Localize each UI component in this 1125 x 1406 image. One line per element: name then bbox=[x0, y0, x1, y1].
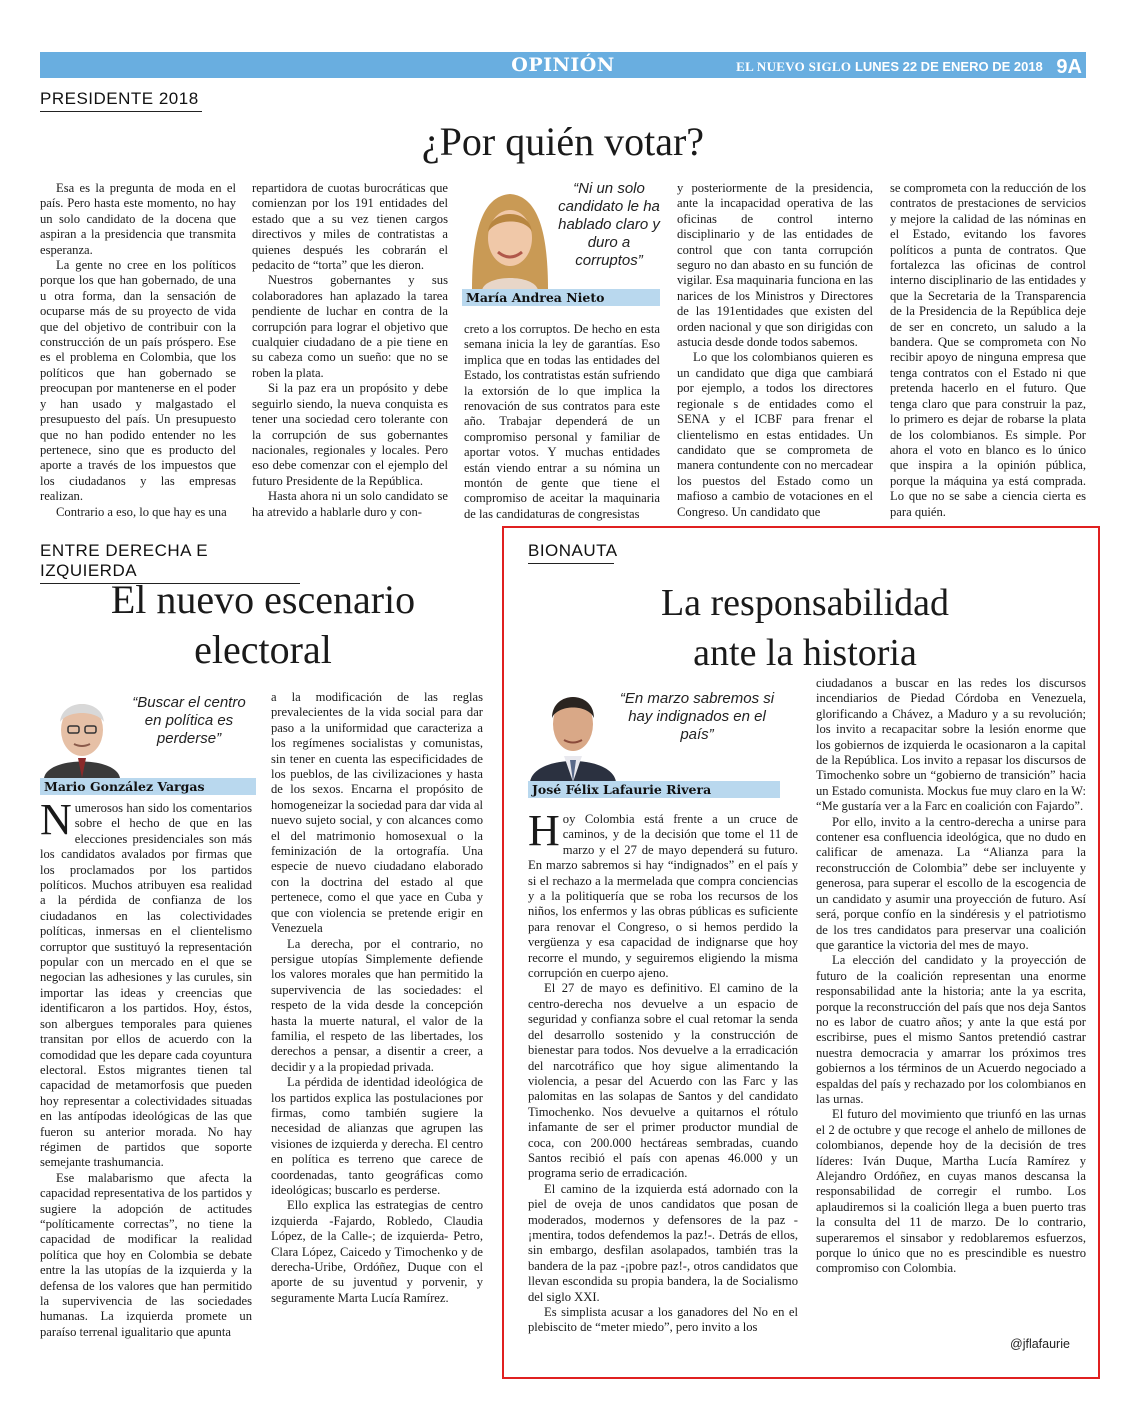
paragraph: La gente no cree en los políticos porque los que han gobernado, de una u otra forma, dan la sensación de ocuparse más de su proyecto de vida que del objetivo de contribuir con la construcción de un país próspero. Ese es el problema en Colombia, que los políticos que han gobernado se preocupan por mantenerse en el poder y han usado y malgastado el presupuesto del país. Un presupuesto que no han podido entender no les pertenece, sino que es producto del aporte a través de los impuestos que los ciudadanos y las empresas realizan. bbox=[40, 258, 236, 504]
paragraph: La derecha, por el contrario, no persigue utopías Simplemente defiende los valores morales que han permitido la supervivencia de las sociedades: el respeto de la vida desde la concepción hasta la muerte natural, el valor de la familia, el respeto de las libertades, los derechos a pensar, a disentir a creer, a decidir y a la propiedad privada. bbox=[271, 936, 483, 1074]
article1-column-1 bbox=[40, 181, 236, 520]
paragraph: se comprometa con la reducción de los contratos de prestaciones de servicios y mejore la calidad de las nóminas en el Estado, evitando los favores políticos a punta de contratos. Que fortalezca las oficinas de control interno disciplinario de las entidades y que la Secretaria de la Transparencia de la Presidencia de la República deje de ser en concreto, un saludo a la bandera. Que se comprometa con No recibir apoyo de ninguna empresa que tenga contratos con el Estado ni que pretenda hacerlo en el futuro. Que tenga claro que para construir la paz, lo primero es dejar de robarse la plata de los colombianos. Es simple. Por ahora el voto en blanco es lo único que inspira a la opinión pública, porque la máquina ya está comprada. Lo que no se sabe a ciencia cierta es para quién. bbox=[890, 181, 1086, 519]
paragraph: repartidora de cuotas burocráticas que comienzan por los 191 entidades del estado que a su vez tienen cargos directivos y miles de contratistas a quienes después les cobrarán el pedacito de “torta” que les dieron. bbox=[252, 181, 448, 273]
section-title: OPINIÓN bbox=[511, 54, 615, 76]
author-signature: @jflafaurie bbox=[1010, 1337, 1070, 1351]
article2-headline bbox=[40, 575, 486, 675]
article3-kicker: BIONAUTA bbox=[528, 541, 614, 564]
author-photo-maria-andrea-nieto bbox=[462, 182, 558, 290]
drop-cap: H bbox=[528, 806, 560, 855]
paragraph: Si la paz era un propósito y debe seguirlo siendo, la nueva conquista es tener una sociedad cero tolerante con la corrupción de sus gobernantes nacionales, regionales y locales. Pero eso debe comenzar con el ejemplo del futuro Presidente de la República. bbox=[252, 381, 448, 488]
paragraph: Lo que los colombianos quieren es un candidato que diga que cambiará por ejemplo, a todos los directores regionale s de entidades como el SENA y el ICBF para frenar el clientelismo en estas entidades. Un candidato que se comprometa de manera contundente con no mercadear los puestos del Estado como un mafioso a cambio de votaciones en el Congreso. Un candidato que bbox=[677, 350, 873, 519]
paragraph: El camino de la izquierda está adornado con la piel de oveja de unos candidatos que posan de moderados, modernos y defensores de la paz -¡mentira, todos defendemos la paz!-. Detrás de ellos, sin embargo, desfilan asolapados, también tras la bandera de la paz -¡pobre paz!-, otros candidatos que llevan escondida su propia bandera, la de Socialismo del siglo XXI. bbox=[528, 1181, 798, 1304]
article3-pull-quote: “En marzo sabremos si hay indignados en el país” bbox=[619, 690, 775, 743]
article3-column-2 bbox=[816, 676, 1086, 1277]
article2-column-2 bbox=[271, 690, 483, 1306]
article2-column-1 bbox=[40, 795, 252, 1340]
paragraph: La elección del candidato y la proyección de futuro de la coalición representan una enorme responsabilidad ante la historia; ante la ya escrita, porque la reconstrucción del país que nos deja Santos no es labor de cuatro años; y ante la que está por escribirse, pues el mismo Santos pretendió castrar nuestra democracia y amarrar los próximos tres gobiernos a los términos de un Acuerdo negociado a espaldas del país y rechazado por los colombianos en las urnas. bbox=[816, 953, 1086, 1106]
article3-author: José Félix Lafaurie Rivera bbox=[528, 781, 780, 798]
paragraph: ciudadanos a buscar en las redes los discursos incendiarios de Piedad Córdoba en Venezuela, glorificando a Chávez, a Maduro y a su revolución; los invito a recapacitar sobre la lesión enorme que los gobiernos de izquierda le ocasionaron a la capital de la República. Los invito a repasar los discursos de Timochenko sobre un “gobierno de transición” hacia un Estado comunista. Mockus fue muy claro en la W: “Me gustaría ver a la Farc en coalición con Fajardo”. bbox=[816, 676, 1087, 814]
paragraph: y posteriormente de la presidencia, ante la incapacidad operativa de las oficinas de control interno disciplinario y de las entidades de control que con tanta corrupción seguro no dan abasto en su función de vigilar. Esa maquinaria funciona en las narices de los Ministros y Directores de las 191entidades que existen del orden nacional y que son dirigidas con astucia desde donde todos sabemos. bbox=[677, 181, 873, 350]
headline-line: electoral bbox=[194, 627, 332, 672]
issue-date: LUNES 22 DE ENERO DE 2018 bbox=[854, 59, 1043, 74]
newspaper-name: EL NUEVO SIGLO bbox=[736, 59, 852, 74]
article1-kicker: PRESIDENTE 2018 bbox=[40, 89, 202, 112]
paragraph bbox=[40, 795, 252, 1171]
article2-pull-quote: “Buscar el centro en política es perderse” bbox=[132, 694, 246, 747]
paragraph: El futuro del movimiento que triunfó en las urnas el 2 de octubre y que recoge el anhelo de millones de colombianos, depende hoy de la decisión de tres líderes: Iván Duque, Martha Lucía Ramírez y Alejandro Ordóñez, en cuyas manos descansa la responsabilidad de corregir el rumbo. Los aplaudiremos si la coalición llega a buen puerto tras la consulta del 11 de marzo. De lo contrario, superaremos el sinsabor y redoblaremos esfuerzos, porque lo único que no es prescindible es nuestro compromiso con Colombia. bbox=[816, 1107, 1086, 1276]
paragraph bbox=[528, 806, 798, 981]
paragraph: Hasta ahora ni un solo candidato se ha atrevido a hablarle duro y con- bbox=[252, 489, 448, 519]
article1-author: María Andrea Nieto bbox=[462, 289, 660, 306]
paragraph: Es simplista acusar a los ganadores del No en el plebiscito de “meter miedo”, pero invito a los bbox=[528, 1305, 798, 1335]
paragraph: a la modificación de las reglas prevalecientes de la vida social para dar paso a la uniformidad que caracteriza a los regímenes socialistas y comunistas, sin tener en cuenta las especificidades de los pueblos, de las civilizaciones y hasta de los sexos. Encarna el propósito de homogeneizar la sociedad para dar vida al nuevo sujeto social, y con alcances como el del matrimonio homosexual o la feminización de la ortografía. Una especie de nuevo ciudadano elaborado con la doctrina del estado al que pertenece, como el que yace en Cuba y que con violencia se pretende erigir en Venezuela bbox=[271, 690, 483, 936]
page-number: 9A bbox=[1056, 56, 1082, 78]
header-info bbox=[736, 56, 1082, 79]
paragraph: Ese malabarismo que afecta la capacidad representativa de los partidos y sugiere la adopción de actitudes “políticamente correctas”, no tiene la capacidad de modificar la realidad política que hoy en Colombia se debate entre la las utopías de la izquierda y la defensa de los valores que han permitido la supervivencia de las sociedades humanas. La izquierda promete un paraíso terrenal igualitario que apunta bbox=[40, 1170, 252, 1339]
paragraph: Contrario a eso, lo que hay es una bbox=[56, 504, 227, 519]
article1-column-2 bbox=[252, 181, 448, 520]
paragraph-text: oy Colombia está frente a un cruce de caminos, y de la decisión que tome el 11 de marzo y el 27 de mayo dependerá su futuro. En marzo sabremos si hay “indignados” en el país y si el rechazo a la mermelada que compra conciencias y a la politiquería que se roba los recursos de los niños, los enfermos y las obras públicas es suficiente para renovar el Congreso, o si hemos perdido la vergüenza y esa capacidad de indignarse que hoy recorre el mundo, y seguiremos eligiendo la misma corrupción en cuerpo ajeno. bbox=[528, 812, 798, 981]
headline-line: ante la historia bbox=[693, 632, 917, 674]
article1-column-3 bbox=[464, 322, 660, 522]
headline-line: La responsabilidad bbox=[660, 582, 950, 624]
paragraph: creto a los corruptos. De hecho en esta semana inicia la ley de garantías. Eso implica que en todas las entidades del Estado, los contratistas están sufriendo la extorsión de lo que implica la renovación de sus contratos para este año. Trabajar dependerá de un compromiso personal y familiar de aportar votos. Y muchas entidades están viendo entrar a su nómina un montón de gente que tiene el compromiso de aceitar la maquinaria de las candidaturas de congresistas bbox=[464, 322, 660, 521]
paragraph: Nuestros gobernantes y sus colaboradores han aplazado la tarea pendiente de luchar en contra de la corrupción para lograr el objetivo que cualquier ciudadano de a pie tiene en su cabeza como un sueño: que no se roben la plata. bbox=[252, 273, 448, 380]
paragraph: Por ello, invito a la centro-derecha a unirse para contener esa confluencia ideológica, que no dudo en calificar de amenaza. La “Alianza para la reconstrucción de Colombia” debe ser incluyente y generosa, para superar el escollo de la escogencia de un candidato y asumir una proyección de futuro. Así será, porque confío en la sindéresis y el patriotismo de los tres candidatos para preservar una coalición que garantice la victoria del mes de mayo. bbox=[816, 814, 1086, 952]
page-header-bar bbox=[40, 52, 1086, 78]
author-photo-jose-felix-lafaurie bbox=[528, 678, 618, 782]
author-photo-mario-gonzalez-vargas bbox=[40, 686, 124, 778]
drop-cap: N bbox=[40, 795, 72, 844]
paragraph-text: umerosos han sido los comentarios sobre el hecho de que en las elecciones presidenciales son más los candidatos avalados por firmas que los proclamados por los partidos políticos. Muchos atribuyen esa realidad a la pérdida de confianza de los ciudadanos en las colectividades políticas, inmersas en el clientelismo corruptor que sustituyó la representación popular con un mercado en el que se negocian las adhesiones y las curules, sin importar las ideas y creencias que identificaron a los partidos. Hoy, éstos, son albergues temporales para quienes transitan por ellos de acuerdo con la comodidad que les depare cada coyuntura electoral. Estos migrantes tienen tal capacidad de metamorfosis que pueden hoy representar a colectividades situadas en las antípodas ideológicas de las que fueron su anterior morada. No hay régimen de partidos que soporte semejante trashumancia. bbox=[40, 801, 252, 1170]
paragraph: La pérdida de identidad ideológica de los partidos explica las postulaciones por firmas, como también sugiere la necesidad de alianzas que agrupen las visiones de izquierda y derecha. El centro en política es terreno que carece de coordenadas, tanto geográficas como ideológicas; buscarlo es perderse. bbox=[271, 1075, 483, 1197]
article1-pull-quote: “Ni un solo candidato le ha hablado claro y duro a corruptos” bbox=[558, 180, 660, 269]
article1-column-4 bbox=[677, 181, 873, 520]
article3-column-1 bbox=[528, 806, 798, 1336]
headline-line: El nuevo escenario bbox=[110, 577, 416, 622]
article2-kicker: ENTRE DERECHA E IZQUIERDA bbox=[40, 541, 300, 584]
article1-column-5 bbox=[890, 181, 1086, 520]
paragraph: El 27 de mayo es definitivo. El camino de la centro-derecha nos devuelve a un espacio de seguridad y confianza sobre el cual retomar la senda del desarrollo sostenido y la construcción de bienestar para todos. Nos devuelve a la erradicación del narcotráfico que hoy sigue alimentando la violencia, a pesar del Acuerdo con las Farc y las palomitas en las solapas de Santos y del candidato Timochenko. Nos devuelve a quitarnos el rótulo infamante de ser el primer productor mundial de coca, con 200.000 hectáreas sembradas, cuando Santos recibió el país con apenas 46.000 y un programa serio de erradicación. bbox=[528, 981, 798, 1181]
article3-headline bbox=[510, 578, 1100, 678]
paragraph: Ello explica las estrategias de centro izquierda -Fajardo, Robledo, Claudia López, de la Calle-; de izquierda- Petro, Clara López, Caicedo y Timochenko y de derecha-Uribe, Ordóñez, Duque con el aporte de su juventud y porvenir, y seguramente Marta Lucía Ramírez. bbox=[271, 1198, 483, 1305]
paragraph: Esa es la pregunta de moda en el país. Pero hasta este momento, no hay un solo candidato de la docena que aspiran a la presidencia que transmita esperanza. bbox=[40, 181, 236, 257]
article1-headline: ¿Por quién votar? bbox=[421, 119, 705, 164]
article2-author: Mario González Vargas bbox=[40, 778, 256, 795]
